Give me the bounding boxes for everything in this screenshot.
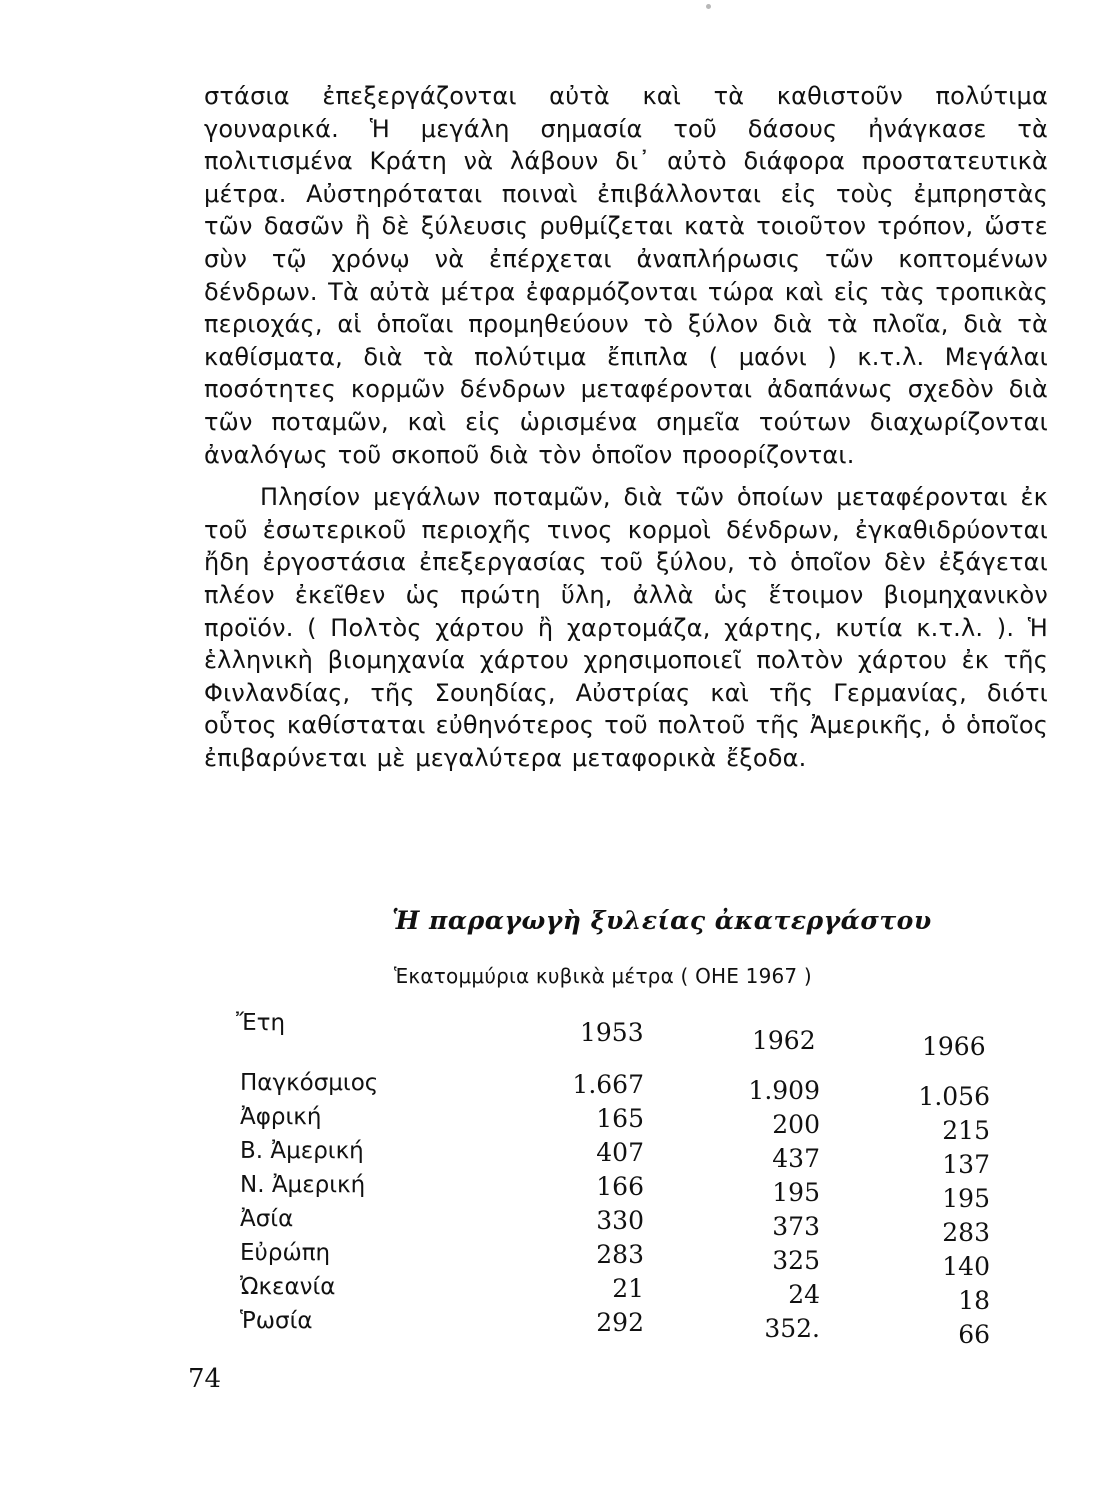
table-row [0, 1206, 1118, 1247]
row-label: Β. Ἀμερική [240, 1138, 364, 1164]
value-cell: 195 [942, 1184, 990, 1213]
row-label: Ν. Ἀμερική [240, 1172, 366, 1198]
row-label: Ἀσία [240, 1206, 294, 1232]
table-row [0, 1172, 1118, 1213]
value-cell: 140 [942, 1252, 990, 1281]
value-cell: 165 [596, 1104, 644, 1133]
row-label: Ὠκεανία [240, 1274, 336, 1300]
body-text [204, 80, 1048, 774]
value-cell: 330 [596, 1206, 644, 1235]
years-label: Ἔτη [236, 1010, 286, 1036]
row-label: Ῥωσία [240, 1308, 313, 1334]
value-cell: 283 [596, 1240, 644, 1269]
value-cell: 195 [772, 1178, 820, 1207]
table-row [0, 1104, 1118, 1145]
value-cell: 18 [958, 1286, 990, 1315]
page-number: 74 [188, 1364, 222, 1394]
value-cell: 325 [772, 1246, 820, 1275]
row-label: Εὐρώπη [240, 1240, 331, 1266]
value-cell: 1.909 [748, 1076, 820, 1105]
year-header: 1966 [922, 1032, 986, 1061]
value-cell: 292 [596, 1308, 644, 1337]
year-header: 1953 [580, 1018, 644, 1047]
table-row [0, 1138, 1118, 1179]
row-label: Παγκόσμιος [240, 1070, 379, 1096]
table-subtitle: Ἑκατομμύρια κυβικὰ μέτρα ( ΟΗΕ 1967 ) [394, 964, 812, 988]
value-cell: 215 [942, 1116, 990, 1145]
table-row [0, 1308, 1118, 1349]
value-cell: 24 [788, 1280, 820, 1309]
row-label: Ἀφρική [240, 1104, 322, 1130]
value-cell: 407 [596, 1138, 644, 1167]
value-cell: 166 [596, 1172, 644, 1201]
value-cell: 352. [764, 1314, 820, 1343]
table-row [0, 1070, 1118, 1111]
table-title: Ἡ παραγωγὴ ξυλείας ἀκατεργάστου [392, 906, 932, 935]
value-cell: 1.056 [918, 1082, 990, 1111]
value-cell: 437 [772, 1144, 820, 1173]
value-cell: 283 [942, 1218, 990, 1247]
year-header: 1962 [752, 1026, 816, 1055]
paragraph-2: Πλησίον μεγάλων ποταμῶν, διὰ τῶν ὁποίων μεταφέρονται ἐκ τοῦ ἐσωτερικοῦ περιοχῆς τινος κορμοὶ δένδρων, ἐγκαθιδρύονται ἤδη ἐργοστάσια ἐπεξεργασίας τοῦ ξύλου, τὸ ὁποῖον δὲν ἐξάγεται πλέον ἐκεῖθεν ὡς πρώτη ὕλη, ἀλλὰ ὡς ἕτοιμον βιομηχανικὸν προϊόν. ( Πολτὸς χάρτου ἢ χαρτομάζα, χάρτης, κυτία κ.τ.λ. ). Ἡ ἑλληνικὴ βιομηχανία χάρτου χρησιμοποιεῖ πολτὸν χάρτου ἐκ τῆς Φινλανδίας, τῆς Σουηδίας, Αὐστρίας καὶ τῆς Γερμανίας, διότι οὗτος καθίσταται εὐθηνότερος τοῦ πολτοῦ τῆς Ἀμερικῆς, ὁ ὁποῖος ἐπιβαρύνεται μὲ μεγαλύτερα μεταφορικὰ ἔξοδα. [204, 483, 1048, 772]
value-cell: 137 [942, 1150, 990, 1179]
paragraph-1: στάσια ἐπεξεργάζονται αὐτὰ καὶ τὰ καθιστοῦν πολύτιμα γουναρικά. Ἡ μεγάλη σημασία τοῦ δάσους ἠνάγκασε τὰ πολιτισμένα Κράτη νὰ λάβουν δι᾿ αὐτὸ διάφορα προστατευτικὰ μέτρα. Αὐστηρόταται ποιναὶ ἐπιβάλλονται εἰς τοὺς ἐμπρηστὰς τῶν δασῶν ἢ δὲ ξύλευσις ρυθμίζεται κατὰ τοιοῦτον τρόπον, ὥστε σὺν τῷ χρόνῳ νὰ ἐπέρχεται ἀναπλήρωσις τῶν κοπτομένων δένδρων. Τὰ αὐτὰ μέτρα ἐφαρμόζονται τώρα καὶ εἰς τὰς τροπικὰς περιοχάς, αἱ ὁποῖαι προμηθεύουν τὸ ξύλον διὰ τὰ πλοῖα, διὰ τὰ καθίσματα, διὰ τὰ πολύτιμα ἔπιπλα ( μαόνι ) κ.τ.λ. Μεγάλαι ποσότητες κορμῶν δένδρων μεταφέρονται ἀδαπάνως σχεδὸν διὰ τῶν ποταμῶν, καὶ εἰς ὡρισμένα σημεῖα τούτων διαχωρίζονται ἀναλόγως τοῦ σκοποῦ διὰ τὸν ὁποῖον προορίζονται. [204, 82, 1048, 469]
value-cell: 21 [612, 1274, 644, 1303]
value-cell: 66 [958, 1320, 990, 1349]
table-row [0, 1274, 1118, 1315]
speck-mark [706, 4, 711, 9]
value-cell: 1.667 [572, 1070, 644, 1099]
table-row [0, 1240, 1118, 1281]
value-cell: 200 [772, 1110, 820, 1139]
value-cell: 373 [772, 1212, 820, 1241]
